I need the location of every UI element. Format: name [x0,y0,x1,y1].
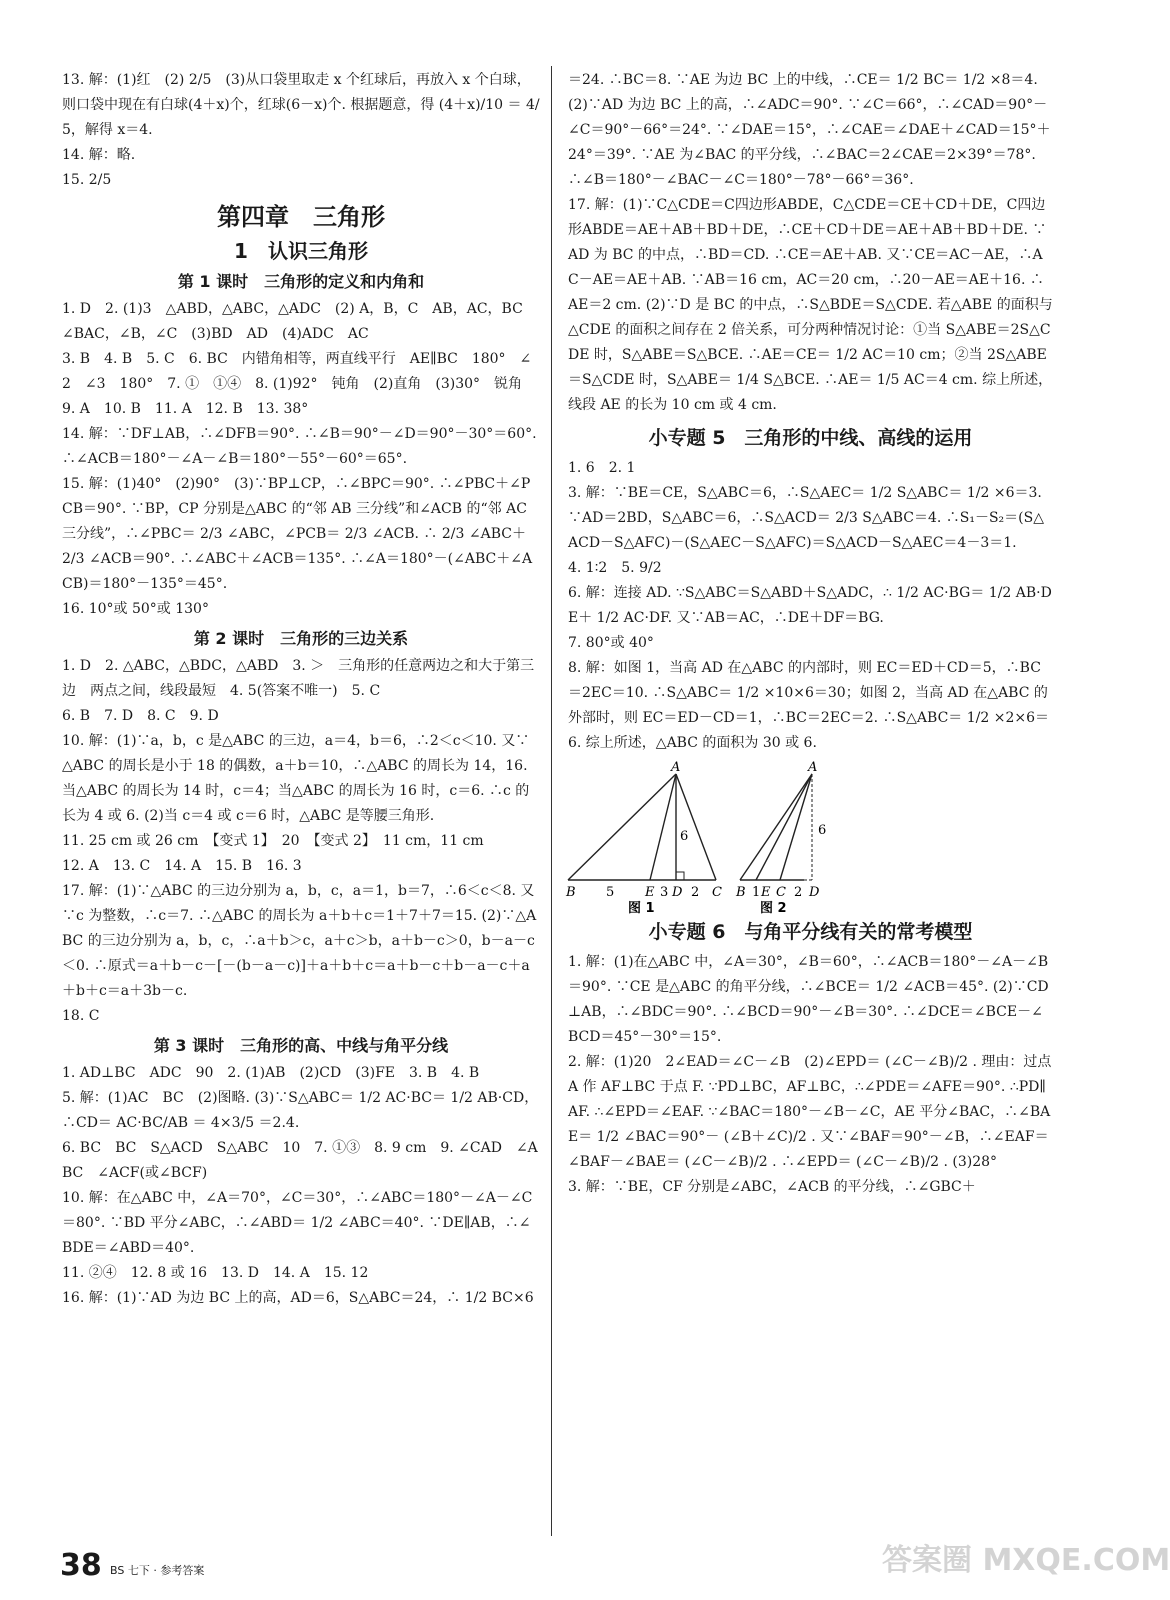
fig2-caption: 图 2 [760,901,787,916]
fig2-label-c: C [776,885,786,900]
answer-paragraph: 10. 解：在△ABC 中，∠A＝70°，∠C＝30°，∴∠ABC＝180°－∠A－∠C＝80°. ∵BD 平分∠ABC，∴∠ABD＝ 1/2 ∠ABC＝40°. ∵DE∥AB，∴∠BDE＝∠ABD＝40°. [62,1190,533,1256]
answer-paragraph: 15. 2/5 [62,172,112,188]
figure-svg [566,760,1053,916]
fig1-seg-be: 5 [606,885,615,900]
answer-paragraph: 17. 解：(1)∵C△CDE＝C四边形ABDE，C△CDE＝CE＋CD＋DE，C四边形ABDE＝AE＋AB＋BD＋DE，∴CE＋CD＋DE＝AE＋AB＋BD＋DE. ∵AD 为 BC 的中点，∴BD＝CD. ∴CE＝AE＋AB. 又∵CE＝AC－AE，∴AC－AE＝AE＋AB. ∵AB＝16 cm，AC＝20 cm，∴20－AE＝AE＋16. ∴AE＝2 cm. (2)∵D 是 BC 的中点，∴S△BDE＝S△CDE. 若△ABE 的面积与△CDE 的面积之间存在 2 倍关系，可分两种情况讨论：①当 S△ABE＝2S△CDE 时，S△ABE＝S△BCE. ∴AE＝CE＝ 1/2 AC＝10 cm；②当 2S△ABE＝S△CDE 时，S△ABE＝ 1/4 S△BCE. ∴AE＝ 1/5 AC＝4 cm. 综上所述，线段 AE 的长为 10 cm 或 4 cm. [568,197,1053,413]
fig2-seg-2: 2 [794,885,803,900]
answer-paragraph: 6. 解：连接 AD. ∵S△ABC＝S△ABD＋S△ADC，∴ 1/2 AC·BG＝ 1/2 AB·DE＋ 1/2 AC·DF. 又∵AB＝AC，∴DE＋DF＝BG. [568,585,1052,626]
answer-paragraph: 1. 解：(1)在△ABC 中，∠A＝30°，∠B＝60°，∴∠ACB＝180°－∠A－∠B＝90°. ∵CE 是△ABC 的角平分线，∴∠BCE＝ 1/2 ∠ACB＝45°. (2)∵CD⊥AB，∴∠BDC＝90°. ∴∠BCD＝90°－∠B＝30°. ∴∠DCE＝∠BCE－∠BCD＝45°－30°＝15°. [568,954,1049,1045]
page-number: 38 [60,1548,102,1583]
fig1-line-ab [568,774,676,880]
lesson-title: 第 2 课时 三角形的三边关系 [193,629,409,648]
lesson-title: 第 1 课时 三角形的定义和内角和 [177,272,425,291]
answer-paragraph: 4. 1∶2 5. 9/2 [568,560,662,576]
answer-paragraph: 12. A 13. C 14. A 15. B 16. 3 [62,858,302,874]
answer-paragraph: 7. 80°或 40° [568,635,654,651]
answer-paragraph: 8. 解：如图 1，当高 AD 在△ABC 的内部时，则 EC＝ED＋CD＝5，∴BC＝2EC＝10. ∴S△ABC＝ 1/2 ×10×6＝30；如图 2，当高 AD 在△ABC 的外部时，则 EC＝ED－CD＝1，∴BC＝2EC＝2. ∴S△ABC＝ 1/2 ×2×6＝6. 综上所述，△ABC 的面积为 30 或 6. [568,660,1050,751]
answer-paragraph: 14. 解：∵DF⊥AB，∴∠DFB＝90°. ∴∠B＝90°－∠D＝90°－30°＝60°. ∴∠ACB＝180°－∠A－∠B＝180°－55°－60°＝65°. [62,426,537,467]
figure-2 [735,760,826,916]
answer-paragraph: 6. BC BC S△ACD S△ABC 10 7. ①③ 8. 9 cm 9. ∠CAD ∠ABC ∠ACF(或∠BCF) [62,1140,538,1181]
answer-paragraph: 17. 解：(1)∵△ABC 的三边分别为 a，b，c，a＝1，b＝7，∴6＜c＜8. 又∵c 为整数，∴c＝7. ∴△ABC 的周长为 a＋b＋c＝1＋7＋7＝15. (2)∵△ABC 的三边分别为 a，b，c，∴a＋b＞c，a＋c＞b，a＋b－c＞0，b－a－c＜0. ∴原式＝a＋b－c－[－(b－a－c)]＋a＋b＋c＝a＋b－c＋b－a－c＋a＋b＋c＝a＋3b－c. [62,883,537,999]
fig2-line-ae [756,774,812,880]
topic-title: 小专题 5 三角形的中线、高线的运用 [648,427,973,449]
fig1-label-b: B [566,885,576,900]
answer-paragraph: 14. 解：略. [62,147,136,163]
answer-paragraph: 1. AD⊥BC ADC 90 2. (1)AB (2)CD (3)FE 3. B 4. B [62,1065,480,1081]
chapter-title: 第四章 三角形 [217,203,385,231]
fig1-caption: 图 1 [628,901,655,916]
answer-paragraph: 10. 解：(1)∵a，b，c 是△ABC 的三边，a＝4，b＝6，∴2＜c＜10. 又∵△ABC 的周长是小于 18 的偶数，a＋b＝10，∴△ABC 的周长为 14，16. 当△ABC 的周长为 14 时，c＝4；当△ABC 的周长为 16 时，c＝6. ∴c 的长为 4 或 6. (2)当 c＝4 或 c＝6 时，△ABC 是等腰三角形. [62,733,530,824]
topic-title: 小专题 6 与角平分线有关的常考模型 [648,921,973,943]
fig2-line-ab [740,774,812,880]
answer-paragraph: 6. B 7. D 8. C 9. D [62,708,219,724]
answer-paragraph: 11. ②④ 12. 8 或 16 13. D 14. A 15. 12 [62,1265,369,1281]
right-column [568,68,1053,1200]
fig1-label-a: A [671,760,681,775]
right-column-top [568,68,1053,756]
answer-paragraph: 1. 6 2. 1 [568,460,636,476]
answer-paragraph: 15. 解：(1)40° (2)90° (3)∵BP⊥CP，∴∠BPC＝90°. ∴∠PBC＋∠PCB＝90°. ∵BP，CP 分别是△ABC 的“邻 AB 三分线”和∠ACB 的“邻 AC 三分线”，∴∠PBC＝ 2/3 ∠ABC，∠PCB＝ 2/3 ∠ACB. ∴ 2/3 ∠ABC＋ 2/3 ∠ACB＝90°. ∴∠ABC＋∠ACB＝135°. ∴∠A＝180°－(∠ABC＋∠ACB)＝180°－135°＝45°. [62,476,533,592]
column-divider [551,66,552,1536]
answer-paragraph: 13. 解：(1)红 (2) 2/5 (3)从口袋里取走 x 个红球后，再放入 x 个白球，则口袋中现在有白球(4＋x)个，红球(6－x)个. 根据题意，得 (4＋x)/10 ＝ 4/5，解得 x＝4. [62,72,540,138]
answer-paragraph: 16. 解：(1)∵AD 为边 BC 上的高，AD＝6，S△ABC＝24，∴ 1/2 BC×6 [62,1290,534,1306]
figure-1 [565,760,722,916]
fig2-label-b: B [736,885,746,900]
fig2-height: 6 [818,823,827,838]
answer-paragraph: 3. B 4. B 5. C 6. BC 内错角相等，两直线平行 AE∥BC 180° ∠2 ∠3 180° 7. ① ①④ 8. (1)92° 钝角 (2)直角 (3)30° 锐角 9. A 10. B 11. A 12. B 13. 38° [62,351,537,417]
watermark-logo: 答案圈 MXQE.COM [882,1543,1170,1578]
fig2-seg-1: 1 [752,885,761,900]
left-column [62,68,540,1311]
answer-paragraph: 1. D 2. (1)3 △ABD，△ABC，△ADC (2) A，B，C AB，AC，BC ∠BAC，∠B，∠C (3)BD AD (4)ADC AC [62,301,537,342]
answer-paragraph: 2. 解：(1)20 2∠EAD＝∠C－∠B (2)∠EPD＝ (∠C－∠B)/2 . 理由：过点 A 作 AF⊥BC 于点 F. ∵PD⊥BC，AF⊥BC，∴∠PDE＝∠AFE＝90°. ∴PD∥AF. ∴∠EPD＝∠EAF. ∵∠BAC＝180°－∠B－∠C，AE 平分∠BAC，∴∠BAE＝ 1/2 ∠BAC＝90°－ (∠B＋∠C)/2 . 又∵∠BAF＝90°－∠B，∴∠EAF＝∠BAF－∠BAE＝ (∠C－∠B)/2 . ∴∠EPD＝ (∠C－∠B)/2 . (3)28° [568,1054,1052,1170]
fig2-label-a: A [808,760,818,775]
answer-paragraph: 3. 解：∵BE＝CE，S△ABC＝6，∴S△AEC＝ 1/2 S△ABC＝ 1/2 ×6＝3. ∵AD＝2BD，S△ABC＝6，∴S△ACD＝ 2/3 S△ABC＝4. ∴S₁－S₂＝(S△ACD－S△AFC)－(S△AEC－S△AFC)＝S△ACD－S△AEC＝4－3＝1. [568,485,1044,551]
fig1-line-ae [650,774,676,880]
fig1-line-ac [676,774,716,880]
answer-paragraph: 5. 解：(1)AC BC (2)图略. (3)∵S△ABC＝ 1/2 AC·BC＝ 1/2 AB·CD，∴CD＝ AC·BC/AB ＝ 4×3/5 ＝2.4. [62,1090,539,1131]
answer-paragraph: 11. 25 cm 或 26 cm 【变式 1】 20 【变式 2】 11 cm，11 cm [62,833,484,849]
answer-paragraph: 18. C [62,1008,100,1024]
fig1-label-c: C [712,885,722,900]
figures [566,760,1053,916]
fig1-height: 6 [680,829,689,844]
fig1-right-angle [676,872,684,880]
fig1-seg-ed: 3 [660,885,669,900]
answer-paragraph: ＝24. ∴BC＝8. ∵AE 为边 BC 上的中线，∴CE＝ 1/2 BC＝ 1/2 ×8＝4. (2)∵AD 为边 BC 上的高，∴∠ADC＝90°. ∵∠C＝66°，∴∠CAD＝90°－∠C＝90°－66°＝24°. ∵∠DAE＝15°，∴∠CAE＝∠DAE＋∠CAD＝15°＋24°＝39°. ∵AE 为∠BAC 的平分线，∴∠BAC＝2∠CAE＝2×39°＝78°. ∴∠B＝180°－∠BAC－∠C＝180°－78°－66°＝36°. [568,72,1051,188]
fig2-label-d: D [809,885,820,900]
fig1-seg-dc: 2 [691,885,700,900]
answer-paragraph: 3. 解：∵BE，CF 分别是∠ABC，∠ACB 的平分线，∴∠GBC＋ [568,1179,976,1195]
footer-text: BS 七下 · 参考答案 [110,1564,205,1577]
section-title: 1 认识三角形 [234,239,368,263]
fig2-line-ac [780,774,812,880]
answer-paragraph: 16. 10°或 50°或 130° [62,601,209,617]
lesson-title: 第 3 课时 三角形的高、中线与角平分线 [153,1036,449,1055]
right-column-bottom [568,918,1053,1200]
fig2-label-e: E [761,885,771,900]
fig1-label-e: E [645,885,655,900]
fig1-label-d: D [672,885,683,900]
answer-paragraph: 1. D 2. △ABC，△BDC，△ABD 3. ＞ 三角形的任意两边之和大于第三边 两点之间，线段最短 4. 5(答案不唯一) 5. C [62,658,535,699]
